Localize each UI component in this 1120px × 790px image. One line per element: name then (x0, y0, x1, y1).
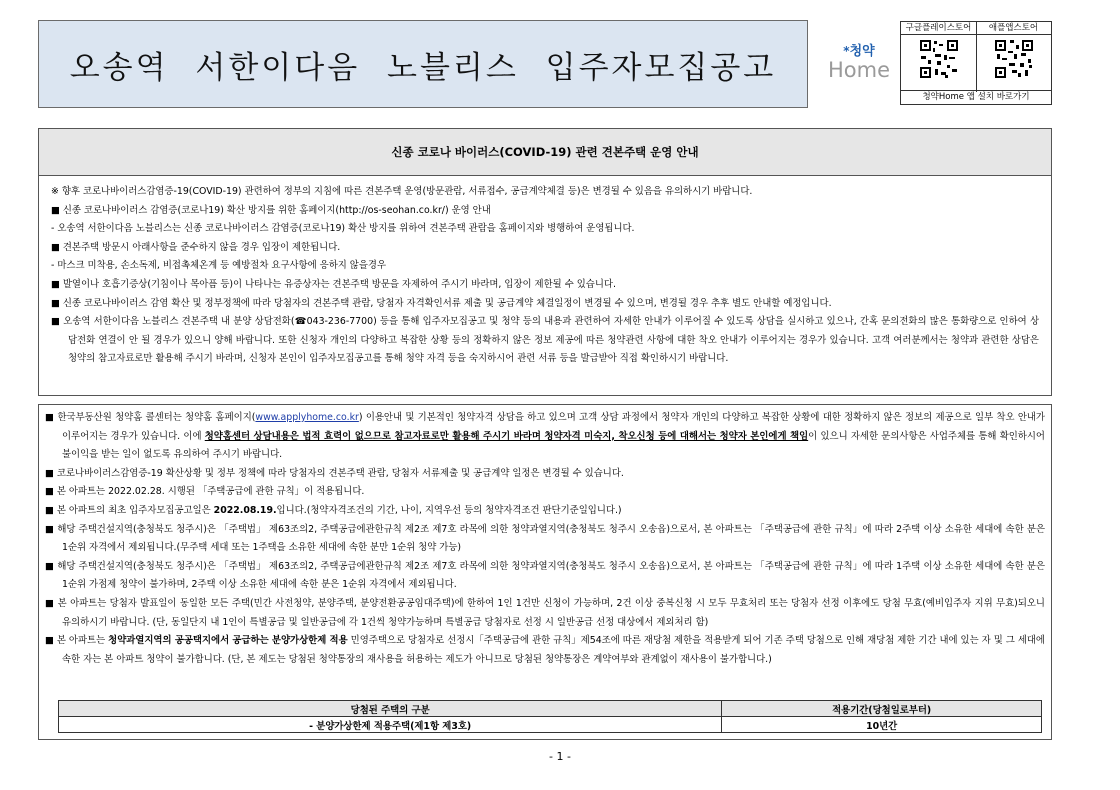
notice-item-overheated-area-1: ■ 해당 주택건설지역(충청북도 청주시)은 「주택법」 제63조의2, 주택공급에관한규칙 제2조 제7호 라목에 의한 청약과열지역(충청북도 청주시 오송읍)으로서, 본 아파트는 「주택공급에 관한 규칙」에 따라 1주택 이상 소유한 세대에 속한 분은 1순위 가점제 청약이 불가하며, 2주택 이상 소유한 세대에 속한 분은 1순위 자격에서 제외됩니다. (45, 560, 1045, 591)
covid-notice-line: ■ 발열이나 호흡기증상(기침이나 목아픔 등)이 나타나는 유증상자는 견본주택 방문을 자제하여 주시기 바라며, 입장이 제한될 수 있습니다. (51, 278, 616, 290)
covid-notice-line: ■ 견본주택 방문시 아래사항을 준수하지 않을 경우 입장이 제한됩니다. (51, 241, 341, 253)
app-store-label: 애플앱스토어 (976, 22, 1051, 35)
page-title: 오송역 서한이다음 노블리스 입주자모집공고 (69, 49, 777, 86)
table-cell: 10년간 (722, 717, 1042, 733)
notice-item-rule-date: ■ 본 아파트는 2022.02.28. 시행된 「주택공급에 관한 규칙」이 적용됩니다. (45, 486, 365, 498)
first-notice-date: 2022.08.19. (213, 504, 277, 516)
covid-notice-line: ■ 신종 코로나바이러스 감염 확산 및 정부정책에 따라 당첨자의 견본주택 관람, 당첨자 자격확인서류 제출 및 공급계약 체결일정이 변경될 수 있으며, 변경될 경우 추후 별도 안내할 예정입니다. (51, 297, 832, 309)
table-header: 당첨된 주택의 구분 (59, 701, 722, 717)
page-number: - 1 - (549, 750, 571, 763)
callcenter-warning: 청약홈센터 상담내용은 법적 효력이 없으므로 참고자료로만 활용해 주시기 바라며 청약자격 미숙지, 착오신청 등에 대해서는 청약자 본인에게 책임 (204, 430, 809, 442)
cheongyak-home-logo[interactable] (828, 44, 890, 81)
applyhome-link[interactable]: www.applyhome.co.kr (255, 412, 359, 423)
notice-title-box (38, 20, 808, 108)
restriction-table (58, 700, 1042, 733)
notice-item-covid-schedule: ■ 코로나바이러스감염증-19 확산상황 및 정부 정책에 따라 당첨자의 견본주택 관람, 당첨자 서류제출 및 공급계약 일정은 변경될 수 있습니다. (45, 467, 624, 479)
table-header: 적용기간(당첨일로부터) (722, 701, 1042, 717)
logo-star: * (843, 44, 850, 58)
notice-item-duplicate-application: ■ 본 아파트는 당첨자 발표일이 동일한 모든 주택(민간 사전청약, 분양주택, 분양전환공공임대주택)에 한하여 1인 1건만 신청이 가능하며, 2건 이상 중복신청 시 모두 무효처리 또는 당첨자 선정 이후에도 당첨 무효(예비입주자 지위 무효)되오니 유의하시기 바랍니다. (단, 동일단지 내 1인이 특별공급 및 일반공급에 각 1건씩 청약가능하며 특별공급 당첨자로 선정 시 일반공급 선정 대상에서 제외처리 함) (45, 597, 1045, 628)
qr-code-icon (994, 39, 1034, 79)
covid-notice-line: ■ 오송역 서한이다음 노블리스 견본주택 내 분양 상담전화(☎043-236-7700) 등을 통해 입주자모집공고 및 청약 등의 내용과 관련하여 자세한 안내가 이루어질 수 있도록 상담을 실시하고 있으나, 간혹 문의전화의 많은 통화량으로 인하여 상담전화 연결이 안 될 경우가 있으니 양해 바랍니다. 또한 신청자 개인의 다양하고 복잡한 상황 등의 정확하지 않은 정보 제공에 따른 청약관련 사항에 대한 착오 안내가 이루어지는 경우가 있습니다. 고객 여러분께서는 청약과 관련한 상담은 청약의 참고자료로만 활용해 주시기 바라며, 신청자 본인이 입주자모집공고를 통해 청약 자격 등을 숙지하시어 관련 서류 등을 발급받아 직접 확인하시기 바랍니다. (51, 316, 1039, 365)
logo-english: Home (828, 58, 891, 82)
covid-notice-body (39, 176, 1051, 369)
table-header-row (59, 701, 1042, 717)
google-play-label: 구글플레이스토어 (901, 22, 976, 35)
covid-notice-line: - 오송역 서한이다음 노블리스는 신종 코로나바이러스 감염증(코로나19) 확산 방지를 위하여 견본주택 관람을 홈페이지와 병행하여 운영됩니다. (51, 223, 635, 235)
app-install-link[interactable]: 청약Home 앱 설치 바로가기 (901, 90, 1051, 104)
qr-code-icon (919, 39, 959, 79)
logo-korean: 청약 (849, 44, 875, 59)
covid-notice-line: ■ 신종 코로나바이러스 감염증(코로나19) 확산 방지를 위한 홈페이지(http://os-seohan.co.kr/) 운영 안내 (51, 204, 491, 216)
covid-notice-line: - 마스크 미착용, 손소독제, 비접촉체온계 등 예방절차 요구사항에 응하지 않을경우 (51, 260, 387, 272)
price-cap-emphasis: 청약과열지역의 공공택지에서 공급하는 분양가상한제 적용 (108, 635, 348, 647)
app-qr-panel (900, 21, 1052, 105)
table-row (59, 717, 1042, 733)
notice-item-callcenter: ■ 한국부동산원 청약홈 콜센터는 청약홈 홈페이지(www.applyhome.co.kr) 이용안내 및 기본적인 청약자격 상담을 하고 있으며 고객 상담 과정에서 청약자 개인의 다양하고 복잡한 상황에 대한 정확하지 않은 정보의 제공으로 일부 착오 안내가 이루어지는 경우가 있습니다. 이에 청약홈센터 상담내용은 법적 효력이 없으므로 참고자료로만 활용해 주시기 바라며 청약자격 미숙지, 착오신청 등에 대해서는 청약자 본인에게 책임이 있으니 자세한 문의사항은 사업주체를 통해 확인하시어 불이익을 받는 일이 없도록 유의하여 주시기 바랍니다. (45, 412, 1045, 461)
apple-app-store-qr[interactable] (976, 22, 1051, 92)
notice-item-overheated-area-2: ■ 해당 주택건설지역(충청북도 청주시)은 「주택법」 제63조의2, 주택공급에관한규칙 제2조 제7호 라목에 의한 청약과열지역(충청북도 청주시 오송읍)으로서, 본 아파트는 「주택공급에 관한 규칙」에 따라 2주택 이상 소유한 세대에 속한 분은 1순위 자격에서 제외됩니다.(무주택 세대 또는 1주택을 소유한 세대에 속한 분만 1순위 청약 가능) (45, 523, 1045, 554)
covid-notice-box (38, 128, 1052, 396)
notice-item-price-cap: ■ 본 아파트는 청약과열지역의 공공택지에서 공급하는 분양가상한제 적용 민영주택으로 당첨자로 선정시「주택공급에 관한 규칙」제54조에 따른 재당첨 제한을 적용받게 되어 기존 주택 당첨으로 인해 재당첨 제한 기간 내에 있는 자 및 그 세대에 속한 자는 본 아파트 청약이 불가합니다. (단, 본 제도는 당첨된 청약통장의 재사용을 허용하는 제도가 아니므로 당첨된 청약통장은 계약여부와 관계없이 재사용이 불가합니다.) (45, 635, 1045, 665)
covid-notice-heading: 신종 코로나 바이러스(COVID-19) 관련 견본주택 운영 안내 (39, 129, 1051, 176)
table-cell: - 분양가상한제 적용주택(제1항 제3호) (59, 717, 722, 733)
general-notice-box (38, 404, 1052, 740)
google-play-qr[interactable] (901, 22, 977, 92)
notice-item-first-notice-date: ■ 본 아파트의 최초 입주자모집공고일은 2022.08.19.입니다.(청약자격조건의 기간, 나이, 지역우선 등의 청약자격조건 판단기준일입니다.) (45, 504, 622, 516)
covid-notice-line: ※ 향후 코로나바이러스감염증-19(COVID-19) 관련하여 정부의 지침에 따른 견본주택 운영(방문관람, 서류접수, 공급계약체결 등)은 변경될 수 있음을 유의하시기 바랍니다. (51, 186, 753, 197)
